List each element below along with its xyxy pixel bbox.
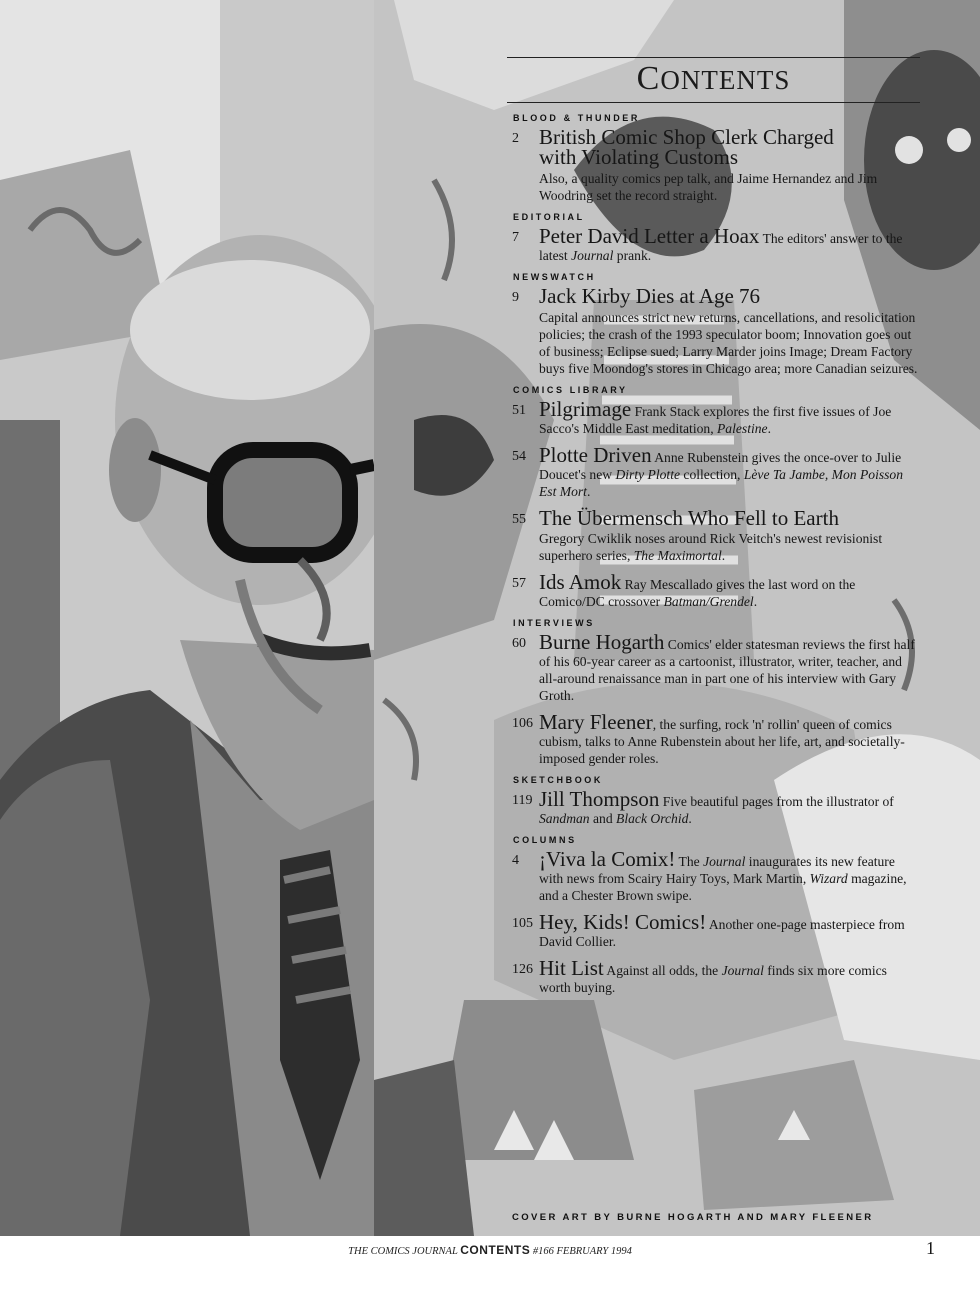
entry-page-number: 119 <box>512 793 533 808</box>
entry-title: Mary Fleener <box>539 710 653 734</box>
entry-description: Ray Mescallado gives the last word on the Comico/DC crossover Batman/Grendel. <box>539 577 856 609</box>
section-heading: NEWSWATCH <box>513 272 596 282</box>
entry-title: Jack Kirby Dies at Age 76 <box>539 284 761 308</box>
toc-entry[interactable] <box>507 508 922 564</box>
footer-line <box>0 1243 980 1257</box>
entry-page-number: 106 <box>512 716 533 731</box>
toc-entry[interactable] <box>507 712 922 767</box>
title-rule-bottom <box>507 102 920 103</box>
entry-title: Ids Amok <box>539 570 622 594</box>
entry-page-number: 4 <box>512 853 519 868</box>
toc-entry[interactable] <box>507 127 922 204</box>
toc-entry[interactable] <box>507 958 922 996</box>
entry-title: Peter David Letter a Hoax <box>539 224 760 248</box>
entry-page-number: 60 <box>512 636 526 651</box>
toc-entry[interactable] <box>507 445 922 500</box>
title-rule-top <box>507 57 920 58</box>
toc-entry[interactable] <box>507 399 922 437</box>
entry-title: ¡Viva la Comix! <box>539 847 676 871</box>
entry-page-number: 126 <box>512 962 533 977</box>
section-heading: COLUMNS <box>513 835 577 845</box>
footer-contents-label: CONTENTS <box>460 1243 531 1257</box>
entry-page-number: 2 <box>512 131 519 146</box>
magazine-name: THE COMICS JOURNAL <box>348 1246 458 1257</box>
entry-page-number: 51 <box>512 403 526 418</box>
entry-description: , the surfing, rock 'n' rollin' queen of comics cubism, talks to Anne Rubenstein about her life, art, and societally-imposed gender roles. <box>539 717 905 766</box>
section-heading: COMICS LIBRARY <box>513 385 628 395</box>
entry-page-number: 57 <box>512 576 526 591</box>
section-heading: SKETCHBOOK <box>513 775 604 785</box>
page-number: 1 <box>926 1238 935 1258</box>
title-rest: ONTENTS <box>660 65 791 95</box>
entry-page-number: 7 <box>512 230 519 245</box>
title-initial: C <box>636 60 661 97</box>
entry-title: Pilgrimage <box>539 397 632 421</box>
issue-info: #166 FEBRUARY 1994 <box>532 1246 632 1257</box>
toc-entry[interactable] <box>507 632 922 704</box>
cover-art-credit: COVER ART BY BURNE HOGARTH AND MARY FLEENER <box>512 1212 874 1223</box>
entry-description: Comics' elder statesman reviews the first half of his 60-year career as a cartoonist, illustrator, writer, teacher, and all-around renaissance man in part one of his interview with Gary Groth. <box>539 637 915 703</box>
portrait-illustration <box>0 0 374 1236</box>
entry-title: Hit List <box>539 956 604 980</box>
entry-description: Gregory Cwiklik noses around Rick Veitch's newest revisionist superhero series, The Maximortal. <box>539 531 883 563</box>
entry-title: The Übermensch Who Fell to Earth <box>539 506 839 530</box>
table-of-contents <box>507 113 922 1004</box>
entry-description: Also, a quality comics pep talk, and Jaime Hernandez and Jim Woodring set the record straight. <box>539 171 878 203</box>
entry-description: Against all odds, the Journal finds six more comics worth buying. <box>539 963 887 995</box>
entry-description: Frank Stack explores the first five issues of Joe Sacco's Middle East meditation, Palestine. <box>539 404 892 436</box>
entry-title: British Comic Shop Clerk Charged with Violating Customs <box>539 125 834 169</box>
entry-description: Another one-page masterpiece from David Collier. <box>539 917 905 949</box>
entry-page-number: 105 <box>512 916 533 931</box>
entry-page-number: 9 <box>512 290 519 305</box>
toc-entry[interactable] <box>507 572 922 610</box>
entry-page-number: 54 <box>512 449 526 464</box>
entry-title: Plotte Driven <box>539 443 652 467</box>
entry-description: Five beautiful pages from the illustrator of Sandman and Black Orchid. <box>539 794 894 826</box>
page-title <box>507 60 920 98</box>
toc-entry[interactable] <box>507 849 922 904</box>
toc-entry[interactable] <box>507 789 922 827</box>
entry-title: Burne Hogarth <box>539 630 665 654</box>
entry-title: Hey, Kids! Comics! <box>539 910 707 934</box>
portrait-photo <box>0 0 374 1236</box>
entry-description: Capital announces strict new returns, cancellations, and resolicitation policies; the crash of the 1993 speculator boom; Innovation goes out of business; Eclipse sued; Larry Marder joins Image; Dream Factory buys five Moondog's stores in Chicago area; more Canadian seizures. <box>539 310 918 376</box>
toc-entry[interactable] <box>507 286 922 377</box>
section-heading: EDITORIAL <box>513 212 585 222</box>
toc-entry[interactable] <box>507 912 922 950</box>
section-heading: BLOOD & THUNDER <box>513 113 640 123</box>
toc-entry[interactable] <box>507 226 922 264</box>
entry-description: The Journal inaugurates its new feature with news from Scairy Hairy Toys, Mark Martin, Wizard magazine, and a Chester Brown swipe. <box>539 854 907 903</box>
section-heading: INTERVIEWS <box>513 618 595 628</box>
entry-description: The editors' answer to the latest Journal prank. <box>539 231 903 263</box>
entry-page-number: 55 <box>512 512 526 527</box>
entry-title: Jill Thompson <box>539 787 660 811</box>
entry-description: Anne Rubenstein gives the once-over to Julie Doucet's new Dirty Plotte collection, Lève Ta Jambe, Mon Poisson Est Mort. <box>539 450 904 499</box>
